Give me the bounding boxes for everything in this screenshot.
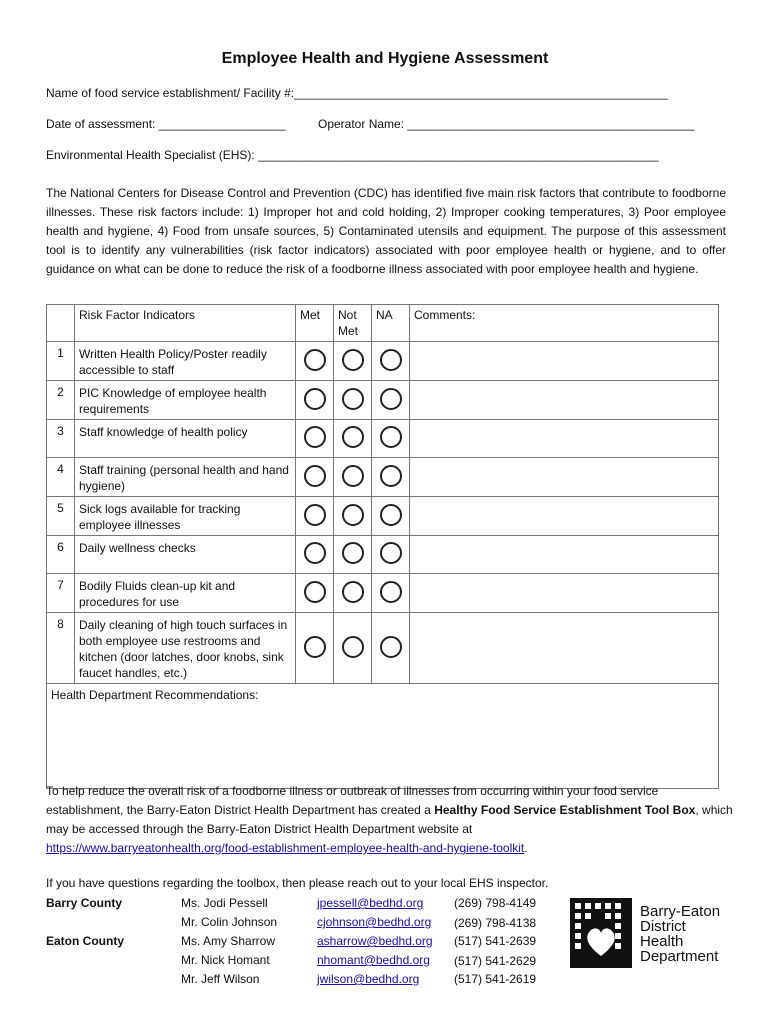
na-header: NA — [372, 305, 410, 342]
toolbox-info — [46, 782, 736, 858]
page-title: Employee Health and Hygiene Assessment — [221, 50, 549, 67]
table-row — [47, 342, 719, 381]
table-row — [47, 536, 719, 574]
info-text-1: To help reduce the overall risk of a foodborne illness or outbreak of illnesses from occurring within your food service establishment, the Barry-Eaton District Health Department has created a — [46, 784, 659, 817]
not-met-radio[interactable] — [342, 426, 364, 448]
county-label: Barry County — [46, 896, 123, 910]
logo-mark-icon — [570, 898, 632, 968]
logo-line-1: Barry-Eaton — [640, 903, 721, 920]
table-header-row — [47, 305, 719, 342]
ehs-field[interactable]: Environmental Health Specialist (EHS): ____________________________________________________________ — [46, 148, 659, 162]
row-number: 5 — [47, 497, 75, 536]
not-met-cell — [334, 574, 372, 613]
indicator-header: Risk Factor Indicators — [75, 305, 296, 342]
operator-field[interactable]: Operator Name: ___________________________________________ — [318, 117, 695, 131]
met-cell — [296, 381, 334, 420]
toolbox-name: Healthy Food Service Establishment Tool Box — [434, 803, 696, 817]
not-met-radio[interactable] — [342, 504, 364, 526]
logo-text — [640, 904, 720, 964]
establishment-field[interactable]: Name of food service establishment/ Facility #:________________________________________________________ — [46, 86, 668, 100]
not-met-radio[interactable] — [342, 542, 364, 564]
question-text: If you have questions regarding the toolbox, then please reach out to your local EHS inspector. — [46, 876, 549, 890]
county-label: Eaton County — [46, 934, 124, 948]
na-radio[interactable] — [380, 636, 402, 658]
met-radio[interactable] — [304, 636, 326, 658]
comments-header: Comments: — [410, 305, 719, 342]
comments-cell[interactable] — [410, 574, 719, 613]
met-cell — [296, 458, 334, 497]
contact-name: Ms. Amy Sharrow — [181, 934, 276, 948]
na-cell — [372, 381, 410, 420]
date-field[interactable]: Date of assessment: ___________________ — [46, 117, 286, 131]
na-cell — [372, 536, 410, 574]
row-number: 8 — [47, 613, 75, 684]
not-met-cell — [334, 613, 372, 684]
met-radio[interactable] — [304, 504, 326, 526]
contact-phone: (517) 541-2619 — [454, 972, 537, 986]
comments-cell[interactable] — [410, 342, 719, 381]
risk-factor-indicator: Staff training (personal health and hand hygiene) — [75, 458, 296, 497]
na-cell — [372, 458, 410, 497]
table-row — [47, 420, 719, 458]
met-radio[interactable] — [304, 426, 326, 448]
na-radio[interactable] — [380, 581, 402, 603]
not-met-radio[interactable] — [342, 581, 364, 603]
not-met-header: Not Met — [334, 305, 372, 342]
comments-cell[interactable] — [410, 458, 719, 497]
comments-cell[interactable] — [410, 381, 719, 420]
na-cell — [372, 342, 410, 381]
row-number: 3 — [47, 420, 75, 458]
contact-phone: (269) 798-4138 — [454, 916, 537, 930]
contact-phone: (517) 541-2629 — [454, 954, 537, 968]
contact-email-link[interactable]: cjohnson@bedhd.org — [317, 915, 432, 929]
na-cell — [372, 613, 410, 684]
na-radio[interactable] — [380, 426, 402, 448]
not-met-radio[interactable] — [342, 465, 364, 487]
na-radio[interactable] — [380, 349, 402, 371]
info-end: . — [524, 841, 528, 855]
comments-cell[interactable] — [410, 536, 719, 574]
health-department-logo — [570, 898, 730, 970]
met-cell — [296, 342, 334, 381]
logo-line-2: District — [640, 918, 686, 935]
na-cell — [372, 420, 410, 458]
na-radio[interactable] — [380, 465, 402, 487]
met-cell — [296, 420, 334, 458]
not-met-cell — [334, 420, 372, 458]
risk-factor-indicator: Written Health Policy/Poster readily accessible to staff — [75, 342, 296, 381]
comments-cell[interactable] — [410, 613, 719, 684]
risk-factor-indicator: Daily wellness checks — [75, 536, 296, 574]
logo-line-4: Department — [640, 948, 719, 965]
row-number: 2 — [47, 381, 75, 420]
table-row — [47, 381, 719, 420]
not-met-radio[interactable] — [342, 388, 364, 410]
met-cell — [296, 536, 334, 574]
met-radio[interactable] — [304, 349, 326, 371]
contact-email-link[interactable]: jwilson@bedhd.org — [317, 972, 420, 986]
not-met-cell — [334, 458, 372, 497]
met-cell — [296, 613, 334, 684]
not-met-cell — [334, 497, 372, 536]
row-number: 7 — [47, 574, 75, 613]
row-number: 6 — [47, 536, 75, 574]
contact-name: Mr. Colin Johnson — [181, 915, 278, 929]
row-number: 4 — [47, 458, 75, 497]
contact-name: Mr. Nick Homant — [181, 953, 270, 967]
not-met-cell — [334, 342, 372, 381]
met-radio[interactable] — [304, 542, 326, 564]
contact-name: Mr. Jeff Wilson — [181, 972, 260, 986]
na-cell — [372, 574, 410, 613]
risk-factor-indicator: PIC Knowledge of employee health requirements — [75, 381, 296, 420]
met-cell — [296, 497, 334, 536]
met-radio[interactable] — [304, 465, 326, 487]
na-radio[interactable] — [380, 504, 402, 526]
logo-line-3: Health — [640, 933, 684, 950]
risk-factor-indicator: Bodily Fluids clean-up kit and procedures for use — [75, 574, 296, 613]
comments-cell[interactable] — [410, 497, 719, 536]
table-row — [47, 613, 719, 684]
contact-phone: (517) 541-2639 — [454, 934, 537, 948]
table-row — [47, 497, 719, 536]
intro-paragraph: The National Centers for Disease Control and Prevention (CDC) has identified five main risk factors that contribute to foodborne illnesses. These risk factors include: 1) Improper hot and cold holding, 2) Improper cooking temperatures, 3) Poor employee health and hygiene, 4) Food from unsafe sources, 5) Contaminated utensils and equipment. The purpose of this assessment tool is to identify any vulnerabilities (risk factor indicators) associated with poor employee health or hygiene, and to offer guidance on what can be done to reduce the risk of a foodborne illness associated with poor employee health and hygiene. — [46, 186, 726, 276]
met-radio[interactable] — [304, 581, 326, 603]
risk-factor-table — [46, 304, 719, 789]
met-header: Met — [296, 305, 334, 342]
risk-factor-indicator: Daily cleaning of high touch surfaces in both employee use restrooms and kitchen (door latches, door knobs, sink faucet handles, etc.) — [75, 613, 296, 684]
contact-email-link[interactable]: jpessell@bedhd.org — [317, 896, 424, 910]
contact-name: Ms. Jodi Pessell — [181, 896, 268, 910]
table-row — [47, 458, 719, 497]
recommendations-row — [47, 684, 719, 789]
na-cell — [372, 497, 410, 536]
not-met-cell — [334, 381, 372, 420]
num-header — [47, 305, 75, 342]
not-met-cell — [334, 536, 372, 574]
na-radio[interactable] — [380, 388, 402, 410]
risk-factor-indicator: Staff knowledge of health policy — [75, 420, 296, 458]
not-met-radio[interactable] — [342, 636, 364, 658]
contact-email-link[interactable]: asharrow@bedhd.org — [317, 934, 433, 948]
not-met-radio[interactable] — [342, 349, 364, 371]
met-radio[interactable] — [304, 388, 326, 410]
risk-factor-indicator: Sick logs available for tracking employee illnesses — [75, 497, 296, 536]
contact-phone: (269) 798-4149 — [454, 896, 537, 910]
row-number: 1 — [47, 342, 75, 381]
na-radio[interactable] — [380, 542, 402, 564]
info-text-2: , which may be accessed through the Barry-Eaton District Health Department website at — [46, 803, 733, 836]
toolkit-link[interactable]: https://www.barryeatonhealth.org/food-establishment-employee-health-and-hygiene-toolkit — [46, 841, 525, 855]
recommendations-label[interactable]: Health Department Recommendations: — [47, 684, 719, 789]
contact-email-link[interactable]: nhomant@bedhd.org — [317, 953, 430, 967]
table-row — [47, 574, 719, 613]
comments-cell[interactable] — [410, 420, 719, 458]
met-cell — [296, 574, 334, 613]
